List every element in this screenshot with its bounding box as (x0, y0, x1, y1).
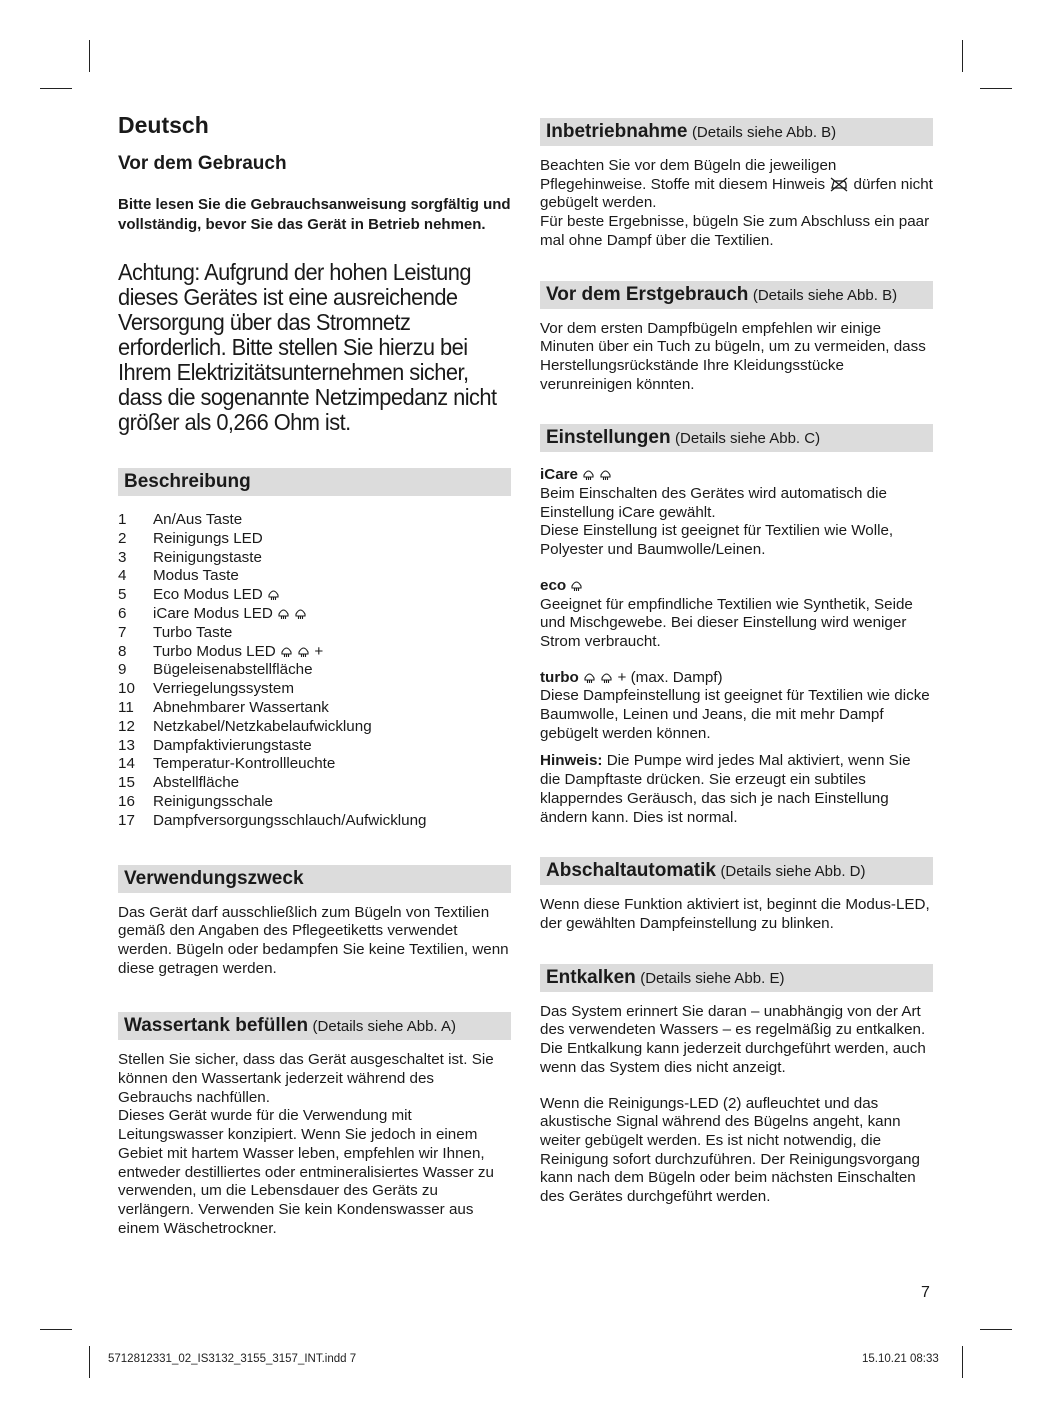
list-item: 8 Turbo Modus LED + (118, 642, 324, 660)
section-title: Beschreibung (124, 471, 251, 492)
right-column (540, 118, 933, 1207)
section-title: Verwendungszweck (124, 867, 304, 889)
paragraph: Beim Einschalten des Gerätes wird automatisch die Einstellung iCare gewählt. (540, 485, 887, 521)
section-header-wassertank (118, 1012, 511, 1040)
steam-icon (294, 605, 307, 620)
page-number: 7 (921, 1284, 930, 1301)
section-title: Entkalken (546, 966, 636, 988)
paragraph: Das System erinnert Sie daran – unabhängig von der Art des verwendeten Wassers – es regelmäßig zu entkalken. Die Entkalkung kann jederzeit durchgeführt werden, auch wenn das System dies nicht anzeigt. (540, 1002, 926, 1076)
list-item: 6 iCare Modus LED (118, 605, 511, 624)
section-subtitle: (Details siehe Abb. B) (691, 124, 837, 141)
parts-list (118, 511, 511, 831)
footer-date: 15.10.21 08:33 (862, 1353, 939, 1365)
paragraph: Beachten Sie vor dem Bügeln die jeweiligen Pflegehinweise. Stoffe mit diesem Hinweis dürfen nicht gebügelt werden. (540, 157, 933, 212)
section-title: Abschaltautomatik (546, 860, 716, 882)
list-item: 1 An/Aus Taste (118, 511, 243, 528)
list-item: 5 Eco Modus LED (118, 586, 511, 605)
list-item: 10 Verriegelungssystem (118, 680, 294, 698)
setting-label-turbo: turbo + (max. Dampf) (540, 668, 723, 686)
section-title: Einstellungen (546, 427, 671, 449)
paragraph: Diese Dampfeinstellung ist geeignet für Textilien wie dicke Baumwolle, Leinen und Jeans, die mit mehr Dampf gebügelt werden können. (540, 687, 930, 742)
list-item: 11 Abnehmbarer Wassertank (118, 698, 329, 716)
paragraph: Stellen Sie sicher, dass das Gerät ausgeschaltet ist. Sie können den Wassertank jederzeit während des Gebrauchs nachfüllen. (118, 1051, 494, 1106)
steam-icon (280, 643, 293, 658)
section-title: Wassertank befüllen (124, 1015, 309, 1037)
paragraph: Für beste Ergebnisse, bügeln Sie zum Abschluss ein paar mal ohne Dampf über die Textilien. (540, 213, 930, 249)
note-paragraph: Hinweis: Die Pumpe wird jedes Mal aktiviert, wenn Sie die Dampftaste drücken. Sie erzeugt ein subtiles klapperndes Geräusch, das sich je nach Einstellung ändern kann. Dies ist normal. (540, 752, 911, 826)
paragraph: Diese Einstellung ist geeignet für Textilien wie Wolle, Polyester und Baumwolle/Leinen. (540, 522, 894, 559)
paragraph: Vor dem ersten Dampfbügeln empfehlen wir einige Minuten über ein Tuch zu bügeln, um zu vermeiden, dass Herstellungsrückstände Ihre Kleidungsstücke verunreinigen könnten. (540, 319, 926, 393)
setting-label-eco: eco (540, 577, 933, 596)
steam-icon (583, 669, 596, 684)
list-item: 17 Dampfversorgungsschlauch/Aufwicklung (118, 811, 427, 829)
section-heading: Vor dem Gebrauch (118, 153, 287, 174)
warning-text: Achtung: Aufgrund der hohen Leistung dieses Gerätes ist eine ausreichende Versorgung über das Stromnetz erforderlich. Bitte stellen Sie hierzu bei Ihrem Elektrizitätsunternehmen sicher, dass die sogenannte Netzimpedanz nicht größer als 0,266 Ohm ist. (118, 259, 497, 435)
list-item: 12 Netzkabel/Netzkabelaufwicklung (118, 717, 372, 735)
steam-icon (570, 577, 583, 592)
left-column (118, 112, 511, 1238)
section-title: Vor dem Erstgebrauch (546, 283, 749, 305)
section-header-inbetriebnahme (540, 118, 933, 146)
setting-label-icare: iCare (540, 466, 933, 485)
list-item: 16 Reinigungsschale (118, 792, 273, 810)
crop-mark (980, 1329, 1012, 1330)
footer-filename: 5712812331_02_IS3132_3155_3157_INT.indd 7 (108, 1353, 357, 1365)
crop-mark (40, 1329, 72, 1330)
steam-icon (267, 586, 280, 601)
section-subtitle: (Details siehe Abb. D) (720, 863, 866, 881)
intro-text: Bitte lesen Sie die Gebrauchsanweisung sorgfältig und vollständig, bevor Sie das Gerät in Betrieb nehmen. (118, 196, 511, 233)
list-item: 9 Bügeleisenabstellfläche (118, 661, 313, 679)
list-item: 13 Dampfaktivierungstaste (118, 736, 312, 754)
steam-icon (277, 605, 290, 620)
section-subtitle: (Details siehe Abb. E) (640, 969, 785, 987)
list-item: 15 Abstellfläche (118, 774, 240, 792)
steam-icon (600, 669, 613, 684)
paragraph: Das Gerät darf ausschließlich zum Bügeln von Textilien gemäß den Angaben des Pflegeetiketts verwendet werden. Bügeln oder bedampfen Sie keine Textilien, wenn diese getragen werden. (118, 903, 509, 977)
language-title: Deutsch (118, 112, 209, 138)
paragraph: Geeignet für empfindliche Textilien wie Synthetik, Seide und Mischgewebe. Bei dieser Einstellung wird weniger Strom verbraucht. (540, 595, 913, 650)
crop-mark (962, 40, 963, 72)
steam-icon (582, 466, 595, 481)
crop-mark (89, 40, 90, 72)
crop-mark (962, 1346, 963, 1378)
paragraph: Wenn die Reinigungs-LED (2) aufleuchtet und das akustische Signal während des Bügelns angeht, kann weiter gebügelt werden. Es ist nicht notwendig, die Reinigung sofort durchzuführen. Der Reinigungsvorgang kann nach dem Bügeln oder beim nächsten Einschalten des Gerätes durchgeführt werden. (540, 1094, 920, 1206)
steam-icon (297, 643, 310, 658)
section-subtitle: (Details siehe Abb. A) (312, 1018, 456, 1036)
section-subtitle: (Details siehe Abb. B) (752, 286, 898, 304)
crop-mark (89, 1346, 90, 1378)
section-subtitle: (Details siehe Abb. C) (675, 430, 821, 448)
section-header-entkalken (540, 964, 933, 992)
list-item: 14 Temperatur-Kontrollleuchte (118, 755, 336, 773)
crop-mark (40, 88, 72, 89)
section-header-erstgebrauch (540, 281, 933, 309)
list-item: 3 Reinigungstaste (118, 548, 262, 566)
crop-mark (980, 88, 1012, 89)
list-item: 4 Modus Taste (118, 567, 239, 585)
section-header-verwendungszweck (118, 865, 511, 893)
section-header-abschaltautomatik (540, 857, 933, 885)
paragraph: Dieses Gerät wurde für die Verwendung mit Leitungswasser konzipiert. Wenn Sie jedoch in einem Gebiet mit hartem Wasser leben, empfehlen wir Ihnen, entweder destilliertes oder entmineralisiertes Wasser zu verwenden, um die Lebensdauer des Geräts zu verlängern. Verwenden Sie kein Kondenswasser aus einem Wäschetrockner. (118, 1107, 494, 1237)
steam-icon (599, 466, 612, 481)
section-title: Inbetriebnahme (546, 121, 688, 142)
section-header-einstellungen (540, 424, 933, 452)
no-ironing-icon (829, 176, 849, 192)
list-item: 7 Turbo Taste (118, 623, 233, 641)
paragraph: Wenn diese Funktion aktiviert ist, beginnt die Modus-LED, der gewählten Dampfeinstellung zu blinken. (540, 896, 930, 932)
section-header-beschreibung (118, 468, 511, 496)
list-item: 2 Reinigungs LED (118, 529, 263, 547)
